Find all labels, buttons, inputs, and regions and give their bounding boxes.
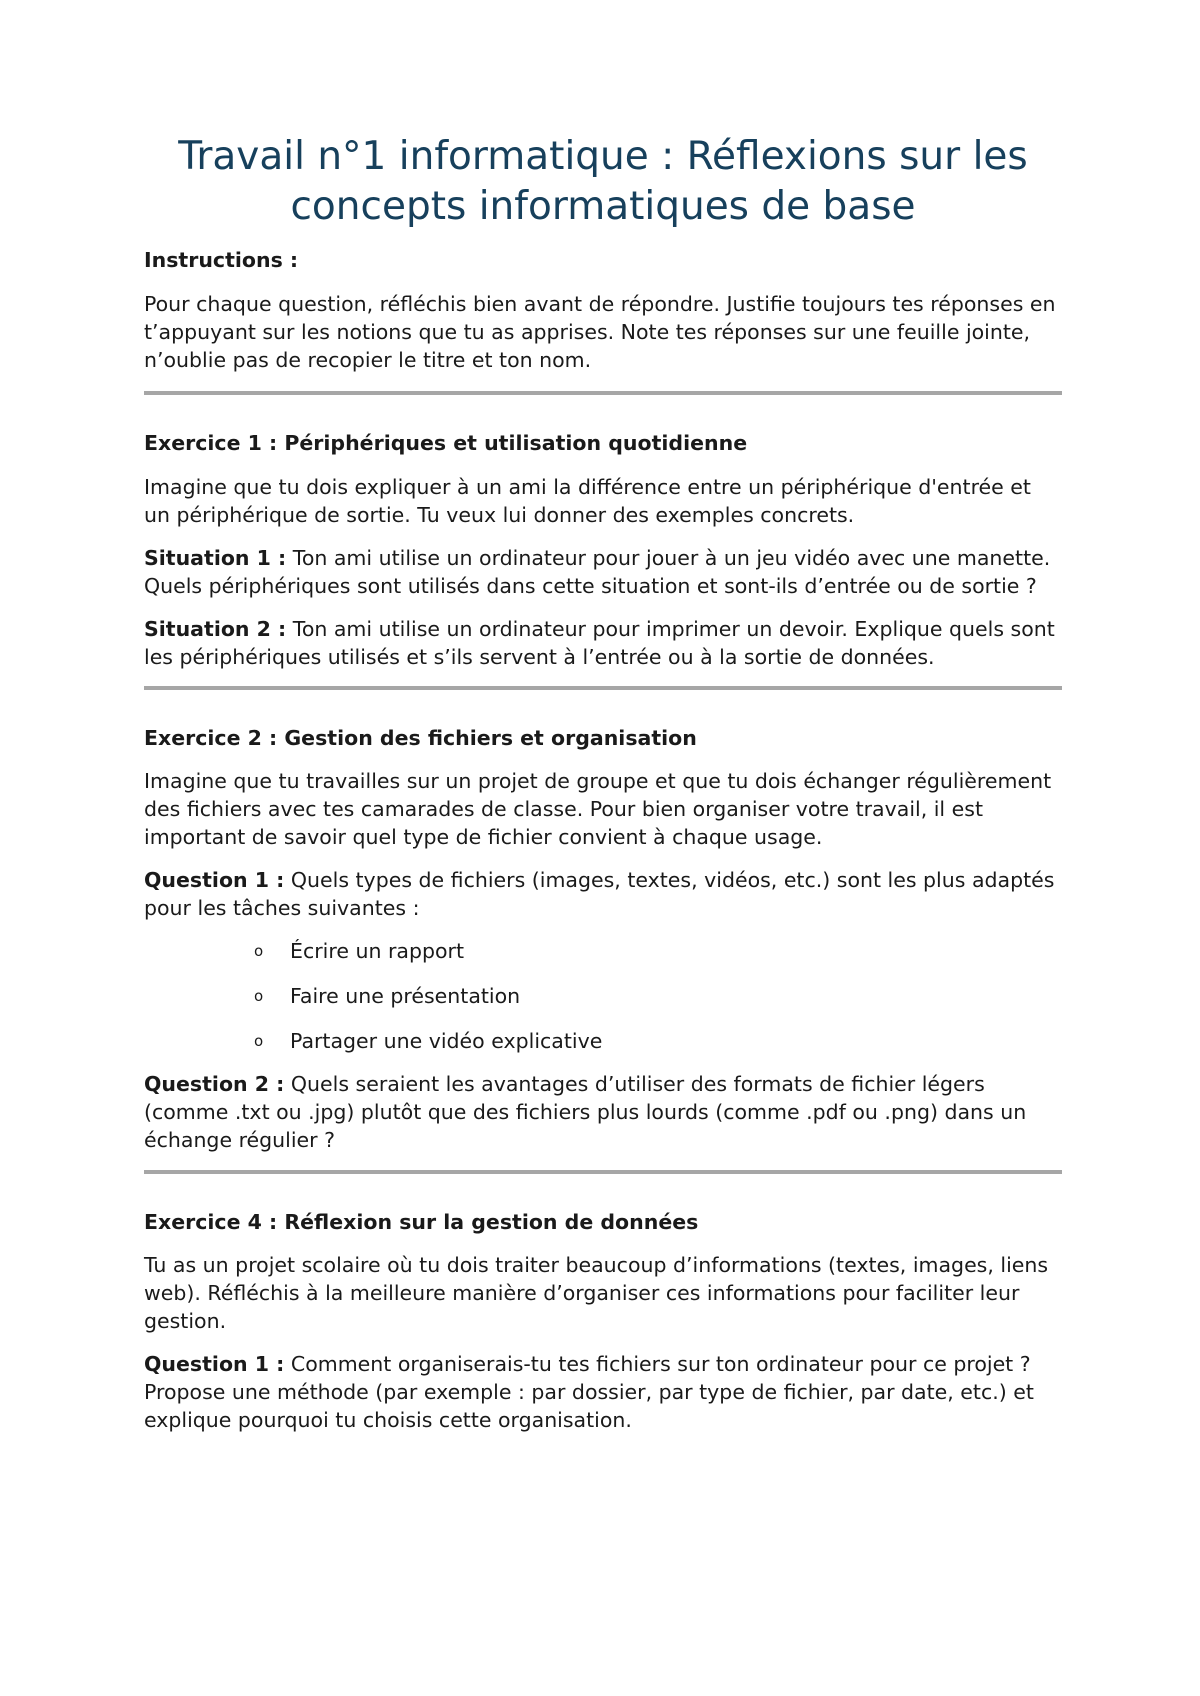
question-1-text: Quels types de fichiers (images, textes, vidéos, etc.) sont les plus adaptés pour les tâches suivantes : bbox=[144, 868, 1055, 920]
bullet-circle-icon: o bbox=[254, 1032, 264, 1050]
situation-2-text: Ton ami utilise un ordinateur pour imprimer un devoir. Explique quels sont les périphériques utilisés et s’ils servent à l’entrée ou à la sortie de données. bbox=[144, 617, 1055, 669]
exercice-2-question-1 bbox=[144, 866, 1062, 922]
list-item-text: Partager une vidéo explicative bbox=[290, 1029, 603, 1053]
list-item-text: Faire une présentation bbox=[290, 984, 521, 1008]
exercice-2-question-2 bbox=[144, 1070, 1062, 1154]
document-title: Travail n°1 informatique : Réflexions sur les concepts informatiques de base bbox=[178, 134, 1028, 229]
section-divider bbox=[144, 391, 1062, 395]
list-item bbox=[144, 937, 1062, 965]
list-item-text: Écrire un rapport bbox=[290, 939, 464, 963]
bullet-circle-icon: o bbox=[254, 987, 264, 1005]
question-1-label: Question 1 : bbox=[144, 868, 285, 892]
exercice-4-intro: Tu as un projet scolaire où tu dois traiter beaucoup d’informations (textes, images, liens web). Réfléchis à la meilleure manière d’organiser ces informations pour faciliter leur gestion. bbox=[144, 1253, 1049, 1333]
exercice-1-situation-1 bbox=[144, 544, 1062, 600]
list-item bbox=[144, 1027, 1062, 1055]
instructions-label: Instructions : bbox=[144, 248, 299, 272]
instructions-heading bbox=[144, 246, 1062, 274]
situation-1-text: Ton ami utilise un ordinateur pour jouer à un jeu vidéo avec une manette. Quels périphériques sont utilisés dans cette situation et sont-ils d’entrée ou de sortie ? bbox=[144, 546, 1051, 598]
question-1-label: Question 1 : bbox=[144, 1352, 285, 1376]
bullet-circle-icon: o bbox=[254, 942, 264, 960]
file-task-list bbox=[144, 937, 1062, 1055]
question-1-text: Comment organiserais-tu tes fichiers sur ton ordinateur pour ce projet ? Propose une méthode (par exemple : par dossier, par type de fichier, par date, etc.) et explique pourquoi tu choisis cette organisation. bbox=[144, 1352, 1034, 1432]
instructions-text: Pour chaque question, réfléchis bien avant de répondre. Justifie toujours tes réponses en t’appuyant sur les notions que tu as apprises. Note tes réponses sur une feuille jointe, n’oublie pas de recopier le titre et ton nom. bbox=[144, 292, 1056, 372]
exercice-4-question-1 bbox=[144, 1350, 1062, 1434]
exercice-2-heading: Exercice 2 : Gestion des fichiers et organisation bbox=[144, 726, 697, 750]
situation-1-label: Situation 1 : bbox=[144, 546, 287, 570]
section-divider bbox=[144, 1170, 1062, 1174]
exercice-1-heading: Exercice 1 : Périphériques et utilisation quotidienne bbox=[144, 431, 748, 455]
exercice-4-heading: Exercice 4 : Réflexion sur la gestion de données bbox=[144, 1210, 699, 1234]
question-2-label: Question 2 : bbox=[144, 1072, 285, 1096]
exercice-1-intro: Imagine que tu dois expliquer à un ami la différence entre un périphérique d'entrée et un périphérique de sortie. Tu veux lui donner des exemples concrets. bbox=[144, 475, 1031, 527]
exercice-2-intro: Imagine que tu travailles sur un projet de groupe et que tu dois échanger régulièrement des fichiers avec tes camarades de classe. Pour bien organiser votre travail, il est important de savoir quel type de fichier convient à chaque usage. bbox=[144, 769, 1052, 849]
list-item bbox=[144, 982, 1062, 1010]
exercice-1-situation-2 bbox=[144, 615, 1062, 671]
situation-2-label: Situation 2 : bbox=[144, 617, 287, 641]
question-2-text: Quels seraient les avantages d’utiliser des formats de fichier légers (comme .txt ou .jpg) plutôt que des fichiers plus lourds (comme .pdf ou .png) dans un échange régulier ? bbox=[144, 1072, 1027, 1152]
section-divider bbox=[144, 686, 1062, 690]
